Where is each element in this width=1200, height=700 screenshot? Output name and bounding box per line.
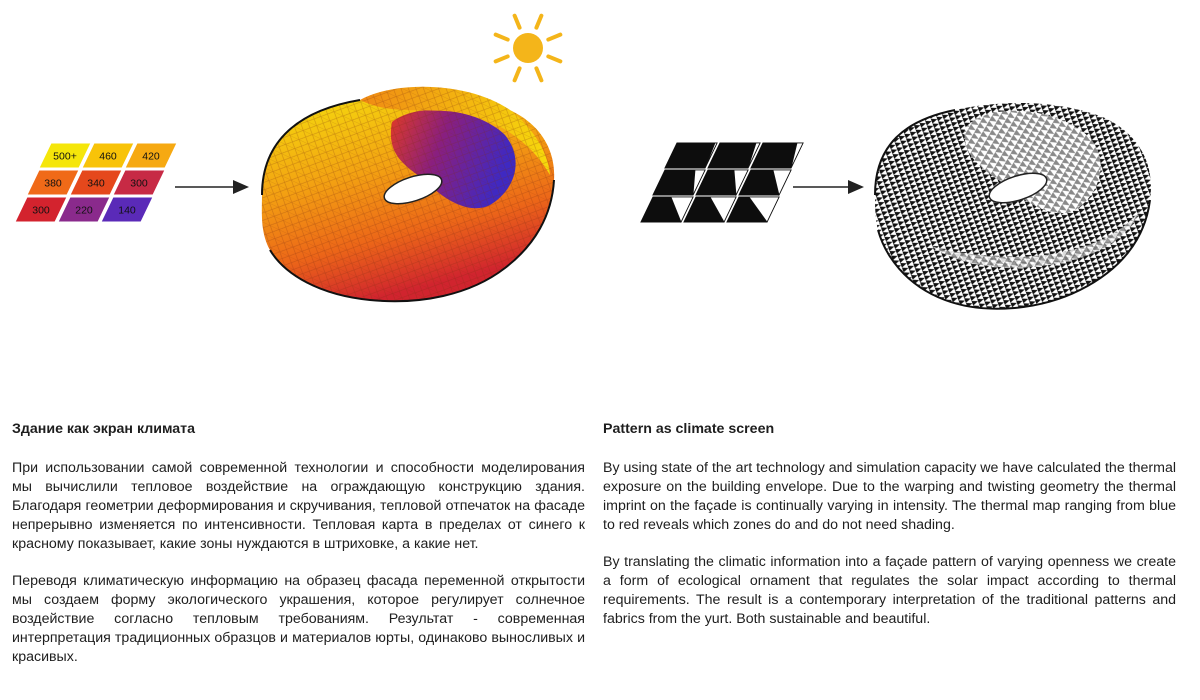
sun-ray xyxy=(515,16,520,28)
arrow-right-icon xyxy=(793,180,864,194)
sun-ray xyxy=(496,35,508,40)
paragraph-ru-2: Переводя климатическую информацию на образец фасада переменной открытости мы создаем форму экологического украшения, которое регулирует солнечное воздействие согласно тепловым требованиям. Результат - современная интерпретация традиционных образцов и материалов юрты, одинаково выносливых и красивых. xyxy=(12,573,585,665)
english-text-column xyxy=(603,420,1176,647)
paragraph-ru-1: При использовании самой современной технологии и способности моделирования мы вычислили тепловое воздействие на ограждающую конструкцию здания. Благодаря геометрии деформирования и скручивания, тепловой отпечаток на фасаде непрерывно изменяется по интенсивности. Тепловая карта в пределах от синего к красному показывает, какие зоны нуждаются в штриховке, а какие нет. xyxy=(12,460,585,552)
sun-ray xyxy=(515,68,520,80)
heat-cell-label: 140 xyxy=(118,204,136,217)
sun-icon xyxy=(496,16,561,81)
paragraph-en-2: By translating the climatic information into a façade pattern of varying openness we create a form of ecological ornament that regulates the solar impact according to thermal requirements. The result is a contemporary interpretation of the traditional patterns and fabrics from the yurt. Both sustainable and beautiful. xyxy=(603,554,1176,627)
arrow-right-icon xyxy=(175,180,249,194)
pattern-wedge xyxy=(665,143,715,168)
sun-ray xyxy=(548,56,560,61)
heat-cell-label: 220 xyxy=(75,204,93,217)
thermal-form-colored xyxy=(262,87,554,302)
heat-cell-label: 300 xyxy=(32,204,50,217)
heat-map-legend-grid xyxy=(15,143,177,222)
heat-cell-label: 500+ xyxy=(53,150,77,163)
heat-cell-label: 460 xyxy=(99,150,117,163)
heat-cell-label: 300 xyxy=(130,177,148,190)
russian-text-column xyxy=(12,420,585,685)
heading-en: Pattern as climate screen xyxy=(603,421,775,437)
sun-ray xyxy=(496,56,508,61)
sun-disc xyxy=(513,33,543,63)
heat-cell-label: 420 xyxy=(142,150,160,163)
heading-ru: Здание как экран климата xyxy=(12,421,195,437)
sun-ray xyxy=(548,35,560,40)
facade-pattern-grid xyxy=(641,143,803,222)
sun-ray xyxy=(536,68,541,80)
paragraph-en-1: By using state of the art technology and simulation capacity we have calculated the thermal exposure on the building envelope. Due to the warping and twisting geometry the thermal imprint on the façade is continually varying in intensity. The thermal map ranging from blue to red reveals which zones do and do not need shading. xyxy=(603,460,1176,533)
heat-cell-label: 340 xyxy=(87,177,105,190)
heat-cell-label: 380 xyxy=(44,177,62,190)
thermal-form-patterned xyxy=(875,103,1151,309)
pattern-wedge xyxy=(653,170,695,195)
sun-ray xyxy=(536,16,541,28)
